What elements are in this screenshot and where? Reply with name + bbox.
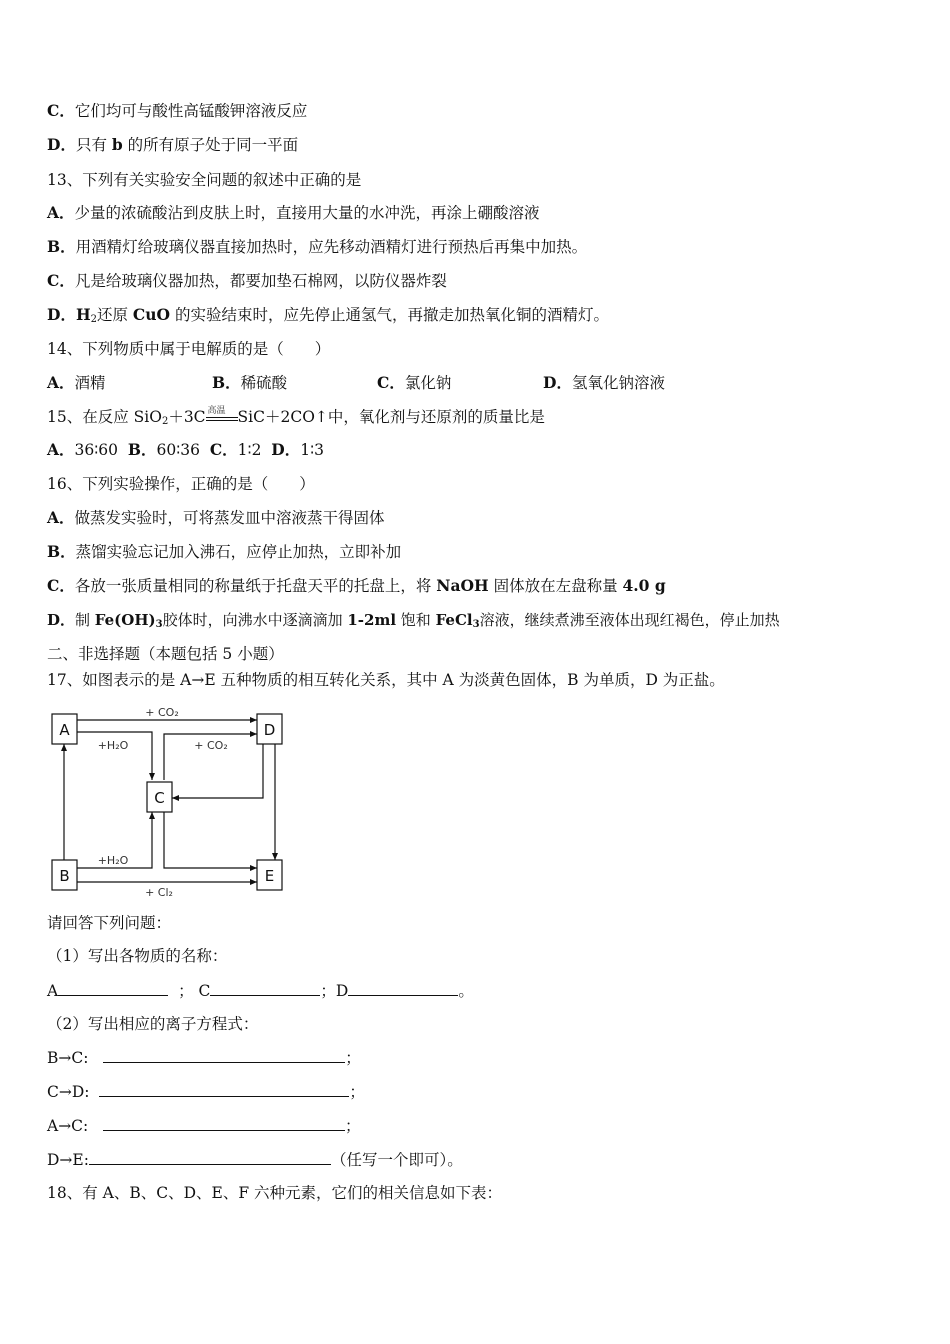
separator: ； — [320, 982, 336, 1000]
option-text: 1∶2 — [237, 441, 262, 459]
blank-label: A — [47, 982, 59, 1000]
equation-label: A→C: — [47, 1117, 89, 1135]
equation-label: B→C: — [47, 1049, 89, 1067]
q18-stem: 18、有 A、B、C、D、E、F 六种元素，它们的相关信息如下表： — [47, 1184, 503, 1202]
stem-text: ＋3C — [168, 408, 206, 426]
option-text: 它们均可与酸性高锰酸钾溶液反应 — [74, 102, 308, 120]
equation-row — [47, 1115, 361, 1136]
q12-option-c — [47, 101, 307, 121]
edge-label-a-c: +H₂O — [97, 739, 129, 752]
q13-option-b — [47, 237, 587, 257]
option-text: 36∶60 — [74, 441, 119, 459]
option-label: A． — [47, 440, 75, 459]
option-label: B． — [47, 237, 76, 256]
equation-end: （任写一个即可）。 — [330, 1151, 463, 1169]
option-label: C． — [209, 440, 238, 459]
formula: CuO — [132, 305, 171, 324]
node-b-label: B — [59, 867, 70, 885]
q17-names-row — [47, 980, 474, 1001]
formula-subscript: 3 — [155, 619, 163, 630]
option-label: A． — [47, 508, 75, 527]
q17-stem: 17、如图表示的是 A→E 五种物质的相互转化关系，其中 A 为淡黄色固体，B 为单质，D 为正盐。 — [47, 671, 725, 689]
q15-option-d — [271, 441, 324, 459]
option-text: b — [111, 135, 123, 154]
option-text: 酒精 — [74, 374, 106, 392]
option-label: B． — [212, 373, 241, 392]
option-text: 溶液，继续煮沸至液体出现红褐色，停止加热 — [479, 611, 780, 629]
reaction-condition — [206, 407, 238, 427]
q12-option-d — [47, 135, 298, 155]
node-d-label: D — [263, 721, 276, 739]
edge-label-b-c: +H₂O — [97, 854, 129, 867]
option-text: 只有 — [75, 136, 112, 154]
equation-row — [47, 1149, 463, 1170]
answer-blank-a[interactable] — [58, 980, 168, 996]
blank-label: D — [335, 982, 349, 1000]
equation-end: ； — [345, 1049, 361, 1067]
q15-stem — [47, 407, 545, 432]
edge-d-c — [172, 744, 263, 798]
option-label: D． — [47, 305, 76, 324]
option-label: B． — [47, 542, 76, 561]
formula-subscript: 2 — [90, 314, 97, 325]
answer-blank-a-c[interactable] — [103, 1115, 345, 1131]
option-label: D． — [47, 135, 76, 154]
q14-stem: 14、下列物质中属于电解质的是（ ） — [47, 340, 331, 358]
equation-row — [47, 1047, 361, 1068]
option-text: 氢氧化钠溶液 — [571, 374, 665, 392]
edge-label-a-d: + CO₂ — [145, 706, 179, 719]
option-text: 1∶3 — [300, 441, 325, 459]
q15-option-b — [128, 441, 200, 459]
option-text: 制 — [75, 611, 95, 629]
option-text: 的实验结束时，应先停止通氢气，再撤走加热氧化铜的酒精灯。 — [170, 306, 609, 324]
q15-option-a — [47, 441, 118, 459]
stem-text: 15、在反应 SiO — [47, 408, 162, 426]
condition-text: 高温 — [207, 406, 226, 416]
section-heading: 二、非选择题（本题包括 5 小题） — [47, 645, 284, 663]
q17-part2: （2）写出相应的离子方程式： — [47, 1015, 259, 1033]
option-label: B． — [127, 440, 157, 459]
q16-option-a — [47, 508, 385, 528]
option-label: D． — [543, 373, 572, 392]
q13-option-d — [47, 305, 609, 330]
conversion-diagram — [47, 706, 292, 896]
q15-option-c — [210, 441, 262, 459]
answer-blank-b-c[interactable] — [103, 1047, 345, 1063]
option-label: D． — [47, 611, 76, 629]
option-text: 的所有原子处于同一平面 — [122, 136, 299, 154]
option-text: 60∶36 — [156, 441, 200, 459]
option-text: 稀硫酸 — [240, 374, 288, 392]
equation-row — [47, 1081, 365, 1102]
option-text: 饱和 — [396, 611, 436, 629]
option-text: 少量的浓硫酸沾到皮肤上时，直接用大量的水冲洗，再涂上硼酸溶液 — [74, 204, 540, 222]
q14-option-d — [543, 373, 665, 393]
node-e-label: E — [264, 867, 275, 885]
q16-option-b — [47, 542, 401, 562]
answer-blank-d[interactable] — [348, 980, 458, 996]
option-text: 用酒精灯给玻璃仪器直接加热时，应先移动酒精灯进行预热后再集中加热。 — [75, 238, 588, 256]
q17-part1: （1）写出各物质的名称： — [47, 947, 228, 965]
formula: NaOH — [436, 576, 489, 595]
q14-option-c — [377, 373, 543, 393]
separator: ； — [178, 982, 194, 1000]
equation-label: C→D: — [47, 1083, 90, 1101]
node-c-label: C — [154, 789, 165, 807]
option-text: 氯化钠 — [404, 374, 452, 392]
equation-label: D→E: — [47, 1151, 89, 1169]
q14-option-b — [212, 373, 377, 393]
formula: Fe(OH) — [94, 611, 156, 629]
option-label: C． — [47, 576, 75, 595]
edge-c-e — [164, 812, 257, 868]
option-text: 固体放在左盘称量 — [488, 577, 623, 595]
equation-end: ； — [345, 1117, 361, 1135]
edge-label-c-d: + CO₂ — [194, 739, 228, 752]
q14-options — [47, 373, 665, 393]
formula: FeCl — [435, 611, 473, 629]
edge-label-b-e: + Cl₂ — [145, 886, 173, 896]
q16-option-c — [47, 576, 666, 596]
option-label: C． — [47, 271, 75, 290]
option-label: C． — [377, 373, 405, 392]
option-label: A． — [47, 203, 75, 222]
answer-blank-c[interactable] — [210, 980, 320, 996]
stem-text: SiC＋2CO↑中，氧化剂与还原剂的质量比是 — [237, 408, 545, 426]
option-text: 做蒸发实验时，可将蒸发皿中溶液蒸干得固体 — [74, 509, 385, 527]
option-label: D． — [271, 440, 301, 459]
equation-end: ； — [349, 1083, 365, 1101]
formula-subscript: 2 — [161, 416, 169, 427]
option-text: 胶体时，向沸水中逐滴滴加 — [162, 611, 348, 629]
quantity: 4.0 g — [622, 576, 666, 595]
option-text: 凡是给玻璃仪器加热，都要加垫石棉网，以防仪器炸裂 — [74, 272, 447, 290]
formula-subscript: 3 — [472, 619, 480, 630]
q13-stem: 13、下列有关实验安全问题的叙述中正确的是 — [47, 171, 362, 189]
answer-blank-d-e[interactable] — [89, 1149, 331, 1165]
q13-option-a — [47, 203, 540, 223]
q14-option-a — [47, 373, 212, 393]
node-a-label: A — [59, 721, 70, 739]
answer-blank-c-d[interactable] — [99, 1081, 349, 1097]
option-text: 蒸馏实验忘记加入沸石，应停止加热，立即补加 — [75, 543, 402, 561]
q16-stem: 16、下列实验操作，正确的是（ ） — [47, 475, 315, 493]
option-label: C． — [47, 101, 75, 120]
option-text: 还原 — [96, 306, 133, 324]
q15-options — [47, 440, 324, 460]
separator: 。 — [458, 982, 474, 1000]
q13-option-c — [47, 271, 447, 291]
formula: H — [75, 305, 91, 324]
option-text: 各放一张质量相同的称量纸于托盘天平的托盘上，将 — [74, 577, 437, 595]
q16-option-d — [47, 610, 780, 635]
option-label: A． — [47, 373, 75, 392]
q17-prompt: 请回答下列问题： — [47, 914, 172, 932]
blank-label: C — [198, 982, 211, 1000]
quantity: 1-2ml — [347, 611, 397, 629]
